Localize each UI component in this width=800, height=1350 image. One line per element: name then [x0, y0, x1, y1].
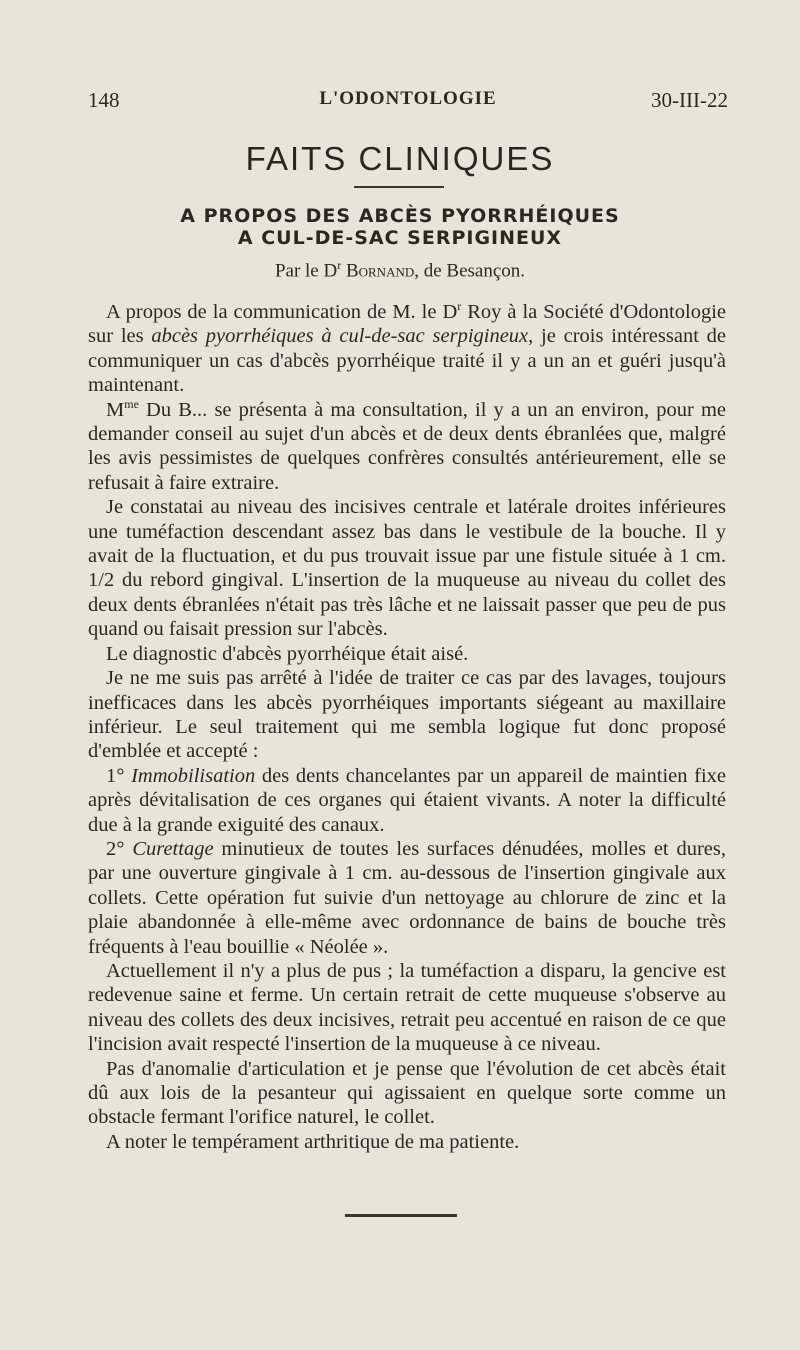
article-title: [0, 205, 800, 249]
byline-prefix: Par le D: [274, 260, 338, 282]
paragraph-6-emphasis: Immobilisation: [131, 764, 256, 787]
paragraph-1-text-a: A propos de la communication de M. le D: [106, 301, 458, 323]
paragraph-2-sup: me: [124, 396, 139, 411]
paragraph-7: [88, 837, 726, 959]
article-title-line-1: A PROPOS DES ABCÈS PYORRHÉIQUES: [180, 205, 620, 227]
paragraph-1-sup: r: [457, 299, 462, 314]
paragraph-5: Je ne me suis pas arrêté à l'idée de traiter ce cas par des lavages, toujours inefficaces dans les abcès pyorrhéiques importants siégeant au maxillaire inférieur. Le seul traitement qui me sembla logique fut donc proposé d'emblée et accepté :: [88, 667, 726, 763]
article-title-line-2: A CUL-DE-SAC SERPIGINEUX: [237, 227, 563, 249]
paragraph-10: A noter le tempérament arthritique de ma patiente.: [106, 1130, 520, 1153]
paragraph-9: Pas d'anomalie d'articulation et je pense que l'évolution de cet abcès était dû aux lois de la pesanteur qui agissaient en quelque sorte comme un obstacle fermant l'orifice naturel, le collet.: [88, 1057, 726, 1129]
paragraph-7-emphasis: Curettage: [132, 837, 214, 860]
paragraph-6-number: 1°: [106, 764, 125, 787]
paragraph-4: Le diagnostic d'abcès pyorrhéique était aisé.: [106, 642, 469, 665]
byline-sup: r: [337, 258, 342, 272]
paragraph-2-text-a: M: [106, 398, 125, 421]
end-rule: [345, 1214, 457, 1217]
paragraph-8: Actuellement il n'y a plus de pus ; la tuméfaction a disparu, la gencive est redevenue saine et ferme. Un certain retrait de cette muqueuse s'observe au niveau des collets des deux incisives, retrait peu accentué en raison de ce que l'incision avait respecté l'insertion de la muqueuse à ce niveau.: [88, 959, 726, 1056]
running-header: [88, 88, 728, 116]
byline-suffix: , de Besançon.: [414, 260, 526, 282]
page-number: 148: [88, 88, 120, 112]
paragraph-6-text: des dents chancelantes par un appareil de maintien fixe après dévitalisation de ces organes qui étaient vivants. A noter la difficulté due à la grande exiguité des canaux.: [88, 764, 727, 836]
title-divider: [354, 186, 444, 188]
paragraph-6: [88, 764, 726, 837]
paragraph-7-number: 2°: [106, 837, 125, 860]
paragraph-1-emphasis: abcès pyorrhéiques à cul-de-sac serpigineux: [151, 325, 529, 348]
journal-name: L'ODONTOLOGIE: [319, 88, 497, 109]
paragraph-1: [88, 300, 726, 398]
paragraph-7-text: minutieux de toutes les surfaces dénudées, molles et dures, par une ouverture gingivale à 1 cm. au-dessous de l'insertion gingivale aux collets. Cette opération fut suivie d'un nettoyage au chlorure de zinc et la plaie abandonnée à elle-même avec ordonnance de bains de bouche très fréquents à l'eau bouillie « Néolée ».: [88, 837, 727, 958]
byline-author: Bornand: [345, 260, 415, 282]
paragraph-1-text-b: Roy à la Société d'Odontologie sur les: [88, 301, 726, 348]
issue-date: 30-III-22: [651, 88, 728, 112]
paragraph-2: [88, 398, 726, 496]
article-body: [88, 300, 726, 1154]
byline: [0, 258, 800, 282]
paragraph-1-text-c: , je crois intéressant de communiquer un cas d'abcès pyorrhéique traité il y a un an et guéri jusqu'à maintenant.: [88, 325, 727, 397]
paragraph-3: Je constatai au niveau des incisives centrale et latérale droites inférieures une tuméfaction descendant assez bas dans le vestibule de la bouche. Il y avait de la fluctuation, et du pus trouvait issue par une fistule située à 1 cm. 1/2 du rebord gingival. L'insertion de la muqueuse au niveau du collet des deux dents ébranlées n'était pas très lâche et ne laissait passer que peu de pus quand ou faisait pression sur l'abcès.: [88, 496, 726, 641]
paragraph-2-text-b: Du B... se présenta à ma consultation, il y a un an environ, pour me demander conseil au sujet d'un abcès et de deux dents ébranlées que, malgré les avis pessimistes de quelques confrères consultés antérieurement, elle se refusait à faire extraire.: [88, 398, 726, 494]
section-title: FAITS CLINIQUES: [245, 140, 555, 177]
